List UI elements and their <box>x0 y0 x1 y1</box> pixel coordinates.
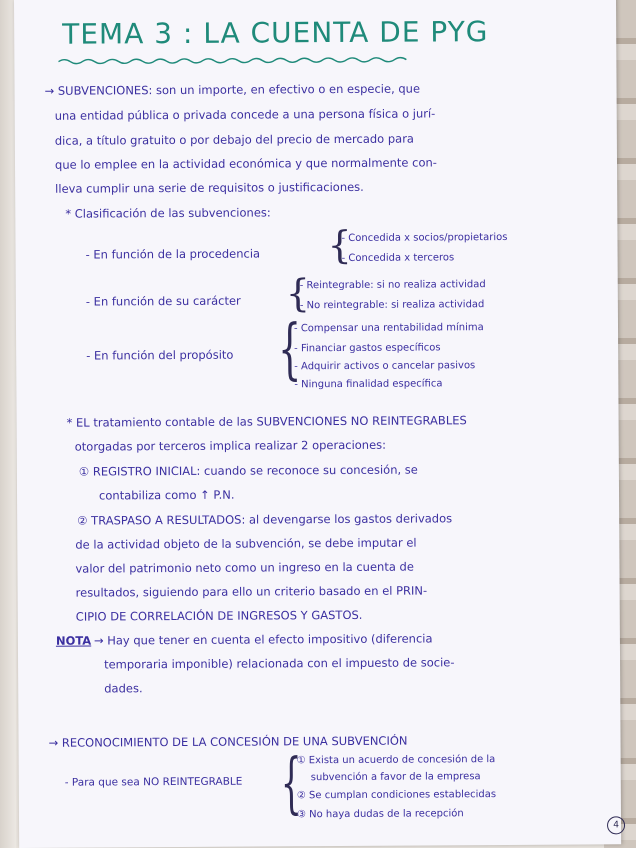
reconocimiento-item-3: ③ No haya dudas de la recepción <box>296 808 464 821</box>
title-wavy-underline <box>58 56 408 66</box>
registro-line-1: ① REGISTRO INICIAL: cuando se reconoce su concesión, se <box>78 462 418 479</box>
traspaso-line-1: ② TRASPASO A RESULTADOS: al devengarse los gastos derivados <box>77 511 453 528</box>
tratamiento-line-2: otorgadas por terceros implica realizar 2 operaciones: <box>74 437 387 454</box>
reconocimiento-item-2: ② Se cumplan condiciones establecidas <box>296 789 497 802</box>
subvenciones-line-4: que lo emplee en la actividad económica y que normalmente con- <box>54 155 437 172</box>
proposito-brace: { <box>277 310 302 388</box>
nota-label: NOTA <box>55 633 92 648</box>
background-left <box>0 0 16 848</box>
proposito-item-3: - Adquirir activos o cancelar pasivos <box>294 360 476 373</box>
proposito-item-1: - Compensar una rentabilidad mínima <box>293 322 484 335</box>
traspaso-line-2: de la actividad objeto de la subvención, se debe imputar el <box>75 535 417 552</box>
subvenciones-line-2: una entidad pública o privada concede a una persona física o jurí- <box>54 106 436 123</box>
notes-page <box>14 0 621 848</box>
nota-line-1: → Hay que tener en cuenta el efecto impositivo (diferencia <box>93 631 433 648</box>
nota-line-2: temporaria imponible) relacionada con el impuesto de socie- <box>104 655 455 672</box>
procedencia-label: - En función de la procedencia <box>85 246 261 262</box>
caracter-label: - En función de su carácter <box>85 293 241 309</box>
registro-line-2: contabiliza como ↑ P.N. <box>98 487 235 503</box>
reconocimiento-item-1: ① Exista un acuerdo de concesión de la <box>296 754 496 767</box>
reconocimiento-label: - Para que sea NO REINTEGRABLE <box>64 775 243 789</box>
page-title: TEMA 3 : LA CUENTA DE PYG <box>62 15 489 51</box>
caracter-item-2: - No reintegrable: si realiza actividad <box>299 299 485 312</box>
proposito-label: - En función del propósito <box>86 347 234 363</box>
caracter-item-1: - Reintegrable: si no realiza actividad <box>299 279 486 292</box>
procedencia-item-2: - Concedida x terceros <box>341 252 455 265</box>
page-number: 4 <box>607 816 625 834</box>
reconocimiento-heading: → RECONOCIMIENTO DE LA CONCESIÓN DE UNA SUBVENCIÓN <box>48 733 408 750</box>
traspaso-line-5: CIPIO DE CORRELACIÓN DE INGRESOS Y GASTOS. <box>75 607 363 624</box>
reconocimiento-brace: { <box>280 744 303 822</box>
procedencia-item-1: - Concedida x socios/propietarios <box>341 231 508 245</box>
subvenciones-line-3: dica, a título gratuito o por debajo del precio de mercado para <box>54 131 415 148</box>
tratamiento-line-1: * EL tratamiento contable de las SUBVENCIONES NO REINTEGRABLES <box>66 413 467 430</box>
subvenciones-line-5: lleva cumplir una serie de requisitos o justificaciones. <box>55 179 364 196</box>
traspaso-line-4: resultados, siguiendo para ello un criterio basado en el PRIN- <box>75 583 428 600</box>
proposito-item-2: - Financiar gastos específicos <box>294 342 441 355</box>
nota-line-3: dades. <box>104 681 143 696</box>
clasificacion-heading: * Clasificación de las subvenciones: <box>65 205 271 221</box>
proposito-item-4: - Ninguna finalidad específica <box>294 378 443 391</box>
procedencia-brace: { <box>327 222 352 268</box>
subvenciones-line-1: → SUBVENCIONES: son un importe, en efectivo o en especie, que <box>44 81 421 98</box>
traspaso-line-3: valor del patrimonio neto como un ingreso en la cuenta de <box>75 559 414 576</box>
reconocimiento-item-1-cont: subvención a favor de la empresa <box>310 771 481 784</box>
caracter-brace: { <box>285 271 311 316</box>
